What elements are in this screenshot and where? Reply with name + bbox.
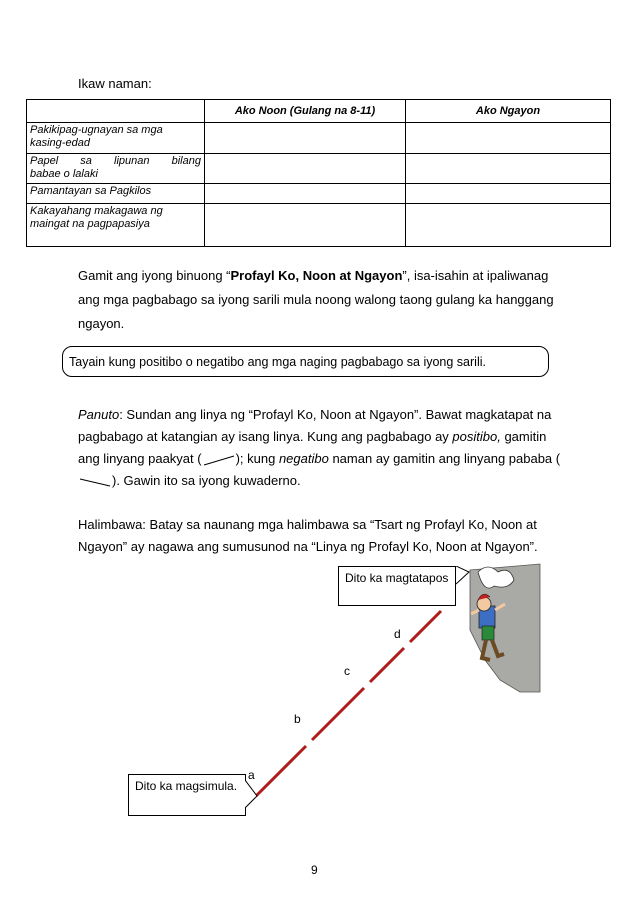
- segment-d-line: [410, 611, 441, 642]
- profile-table: [26, 99, 611, 247]
- table-cell: [406, 204, 611, 247]
- upward-line-icon: [202, 454, 236, 466]
- end-callout-pointer: [456, 566, 470, 586]
- end-callout: Dito ka magtatapos: [338, 566, 456, 606]
- page-number: 9: [311, 863, 318, 877]
- table-row: [27, 154, 611, 184]
- panuto-paragraph: Panuto: Sundan ang linya ng “Profayl Ko, Noon at Ngayon”. Bawat magkatapat na pagbabago at katangian ay isang linya. Kung ang pagbabago ay positibo, gamitin ang linyang paakyat ( ); kung negatibo naman ay gamitin ang linyang pababa (). Gawin ito sa iyong kuwaderno.: [78, 407, 561, 488]
- segment-b-line: [312, 688, 364, 740]
- profile-line-diagram: [0, 560, 638, 840]
- segment-label-d: d: [394, 627, 401, 641]
- assessment-box: Tayain kung positibo o negatibo ang mga naging pagbabago sa iyong sarili.: [62, 346, 549, 377]
- segment-label-c: c: [344, 664, 350, 678]
- table-cell: [205, 154, 406, 184]
- segment-label-b: b: [294, 712, 301, 726]
- table-row: [27, 123, 611, 154]
- segment-label-a: a: [248, 768, 255, 782]
- downward-line-icon: [78, 476, 112, 488]
- table-header: Ako Noon (Gulang na 8-11): [205, 100, 406, 123]
- table-row-label: Papel sa lipunan bilang babae o lalaki: [27, 154, 205, 184]
- table-header-row: [27, 100, 611, 123]
- segment-a-line: [256, 746, 306, 796]
- table-row: [27, 184, 611, 204]
- table-cell: [205, 204, 406, 247]
- start-callout-pointer: [245, 780, 259, 810]
- table-row-label: Pakikipag-ugnayan sa mga kasing-edad: [27, 123, 205, 154]
- instruction-paragraph: Gamit ang iyong binuong “Profayl Ko, Noon at Ngayon”, isa-isahin at ipaliwanag ang mga pagbabago sa iyong sarili mula noong walong taong gulang ka hanggang ngayon.: [78, 268, 554, 331]
- table-header: [27, 100, 205, 123]
- table-cell: [406, 123, 611, 154]
- table-row-label: Kakayahang makagawa ng maingat na pagpapasiya: [27, 204, 205, 247]
- table-row-label: Pamantayan sa Pagkilos: [27, 184, 205, 204]
- table-cell: [205, 123, 406, 154]
- start-callout: Dito ka magsimula.: [128, 774, 246, 816]
- table-cell: [205, 184, 406, 204]
- table-cell: [406, 184, 611, 204]
- halimbawa-paragraph: Halimbawa: Batay sa naunang mga halimbawa sa “Tsart ng Profayl Ko, Noon at Ngayon” ay nagawa ang sumusunod na “Linya ng Profayl Ko, Noon at Ngayon”.: [78, 517, 538, 554]
- table-cell: [406, 154, 611, 184]
- segment-c-line: [370, 648, 404, 682]
- rock-climber-icon: [470, 564, 540, 692]
- intro-text: Ikaw naman:: [78, 76, 152, 91]
- table-row: [27, 204, 611, 247]
- table-header: Ako Ngayon: [406, 100, 611, 123]
